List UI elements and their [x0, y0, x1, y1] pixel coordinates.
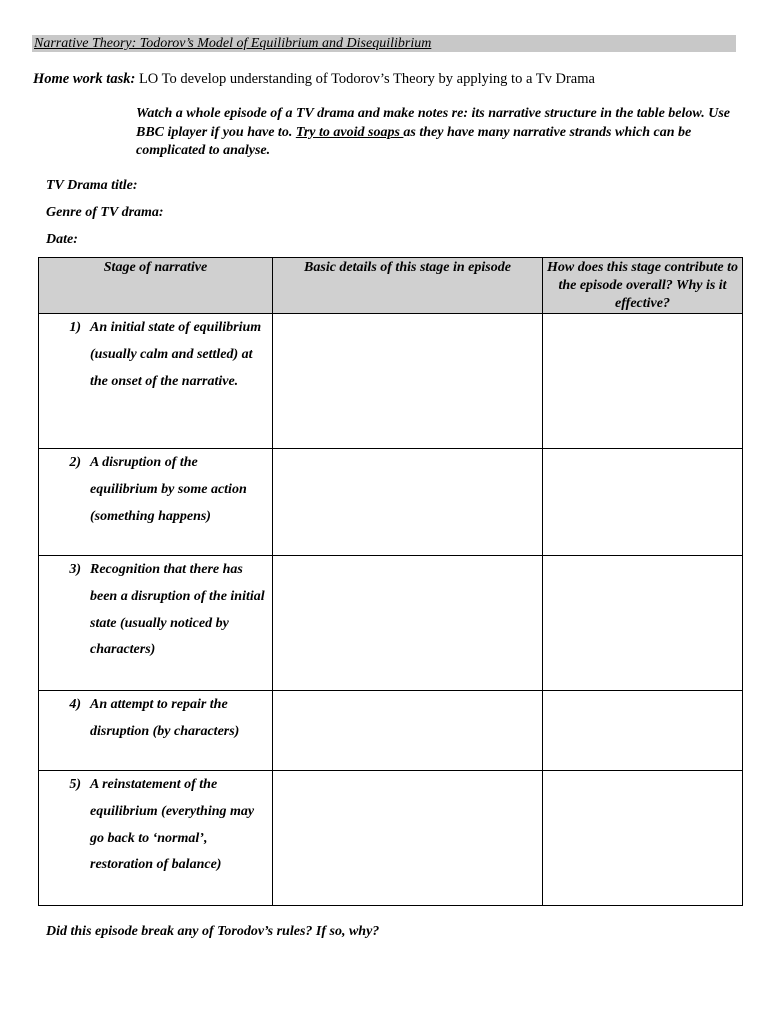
table-row	[39, 771, 743, 906]
header-contribution: How does this stage contribute to the episode overall? Why is it effective?	[543, 258, 743, 314]
contribution-cell[interactable]	[543, 771, 743, 906]
stage-text: A reinstatement of the equilibrium (everything may go back to ‘normal’, restoration of balance)	[90, 777, 255, 873]
homework-task	[33, 70, 595, 88]
genre-label: Genre of TV drama:	[46, 205, 164, 220]
homework-label: Home work task:	[33, 71, 136, 87]
details-cell[interactable]	[273, 771, 543, 906]
stage-cell	[39, 314, 273, 449]
stage-cell	[39, 691, 273, 771]
header-details: Basic details of this stage in episode	[273, 258, 543, 314]
stage-cell	[39, 449, 273, 556]
stage-text: An attempt to repair the disruption (by characters)	[90, 697, 240, 739]
date-label: Date:	[46, 232, 78, 247]
contribution-cell[interactable]	[543, 449, 743, 556]
stage-number: 3)	[69, 562, 81, 577]
header-stage: Stage of narrative	[39, 258, 273, 314]
table-row	[39, 556, 743, 691]
contribution-cell[interactable]	[543, 691, 743, 771]
narrative-table	[38, 257, 743, 906]
details-cell[interactable]	[273, 691, 543, 771]
stage-text: Recognition that there has been a disruption of the initial state (usually noticed by characters)	[90, 562, 265, 658]
contribution-cell[interactable]	[543, 314, 743, 449]
table-header-row	[39, 258, 743, 314]
document-title: Narrative Theory: Todorov’s Model of Equilibrium and Disequilibrium	[34, 36, 432, 51]
table-row	[39, 314, 743, 449]
table-row	[39, 691, 743, 771]
details-cell[interactable]	[273, 449, 543, 556]
table-row	[39, 449, 743, 556]
stage-cell	[39, 556, 273, 691]
details-cell[interactable]	[273, 314, 543, 449]
tv-drama-title-label: TV Drama title:	[46, 178, 138, 193]
stage-text: A disruption of the equilibrium by some action (something happens)	[90, 455, 247, 524]
stage-number: 5)	[69, 777, 81, 792]
footer-question: Did this episode break any of Torodov’s rules? If so, why?	[46, 924, 380, 939]
details-cell[interactable]	[273, 556, 543, 691]
instructions-part1: Watch a whole episode of a TV drama and make notes re: its narrative structure in the table below. Use BBC iplayer if you have to.	[136, 106, 730, 140]
instructions-underlined: Try to avoid soaps	[295, 124, 404, 140]
stage-number: 4)	[69, 697, 81, 712]
stage-cell	[39, 771, 273, 906]
stage-number: 1)	[69, 320, 81, 335]
stage-text: An initial state of equilibrium (usually calm and settled) at the onset of the narrative.	[90, 320, 262, 389]
homework-text: LO To develop understanding of Todorov’s Theory by applying to a Tv Drama	[135, 71, 595, 87]
contribution-cell[interactable]	[543, 556, 743, 691]
instructions	[136, 105, 736, 161]
instructions-part2: as they have many narrative strands which can be complicated to analyse.	[136, 124, 692, 158]
stage-number: 2)	[69, 455, 81, 470]
